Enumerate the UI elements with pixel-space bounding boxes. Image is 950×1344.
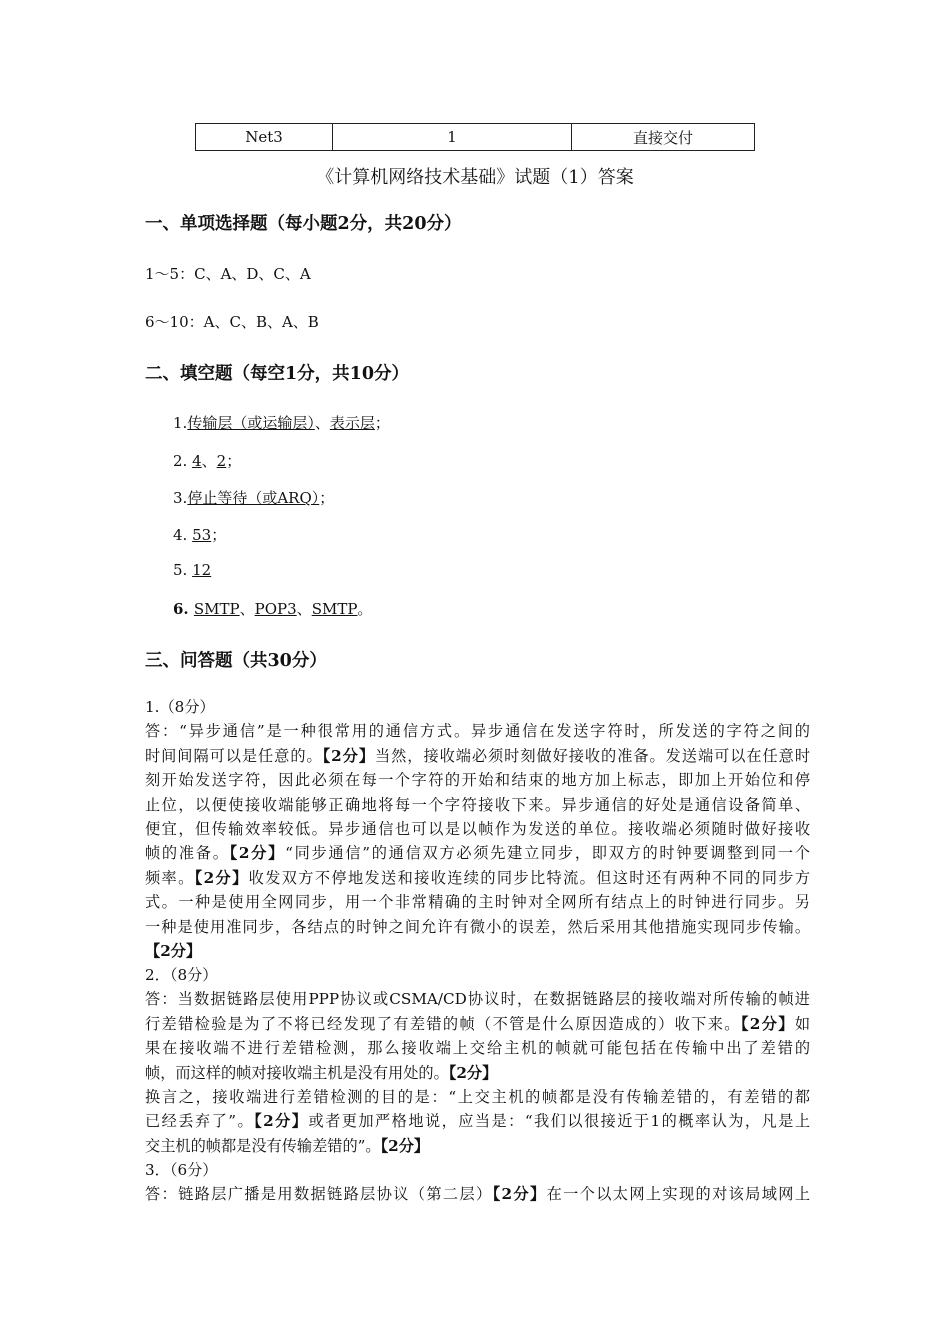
answer-text: 4 [192, 452, 202, 470]
question-label: 2．（8分） [145, 966, 218, 984]
answer-line: 止位，以便使接收端能够正确地将每一个字符接收下来。异步通信的好处是通信设备简单、 [145, 795, 810, 814]
item-number: 4. [173, 526, 193, 544]
answer-line: 行差错检验是为了不将已经发现了有差错的帧（不管是什么原因造成的）收下来。【2分】如 [145, 1014, 810, 1033]
answer-line: 一种是使用准同步，各结点的时钟之间允许有微小的误差，然后采用其他措施实现同步传输。 [145, 917, 810, 936]
item-number: 1. [173, 414, 188, 432]
score-mark: 【2分】 [194, 868, 249, 887]
answer-text: 表示层 [329, 414, 375, 432]
section1-heading: 一、单项选择题（每小题2分，共20分） [145, 214, 462, 234]
question-label: 1.（8分） [145, 698, 215, 716]
answer-text: 传输层（或运输层） [187, 414, 315, 432]
answer-line: 已经丢弃了”。【2分】或者更加严格地说，应当是：“我们以很接近于1的概率认为，凡是上 [145, 1112, 811, 1131]
answer-line: 时间间隔可以是任意的。【2分】当然，接收端必须时刻做好接收的准备。发送端可以在任意时 [145, 746, 811, 765]
score-mark: 【2分】 [229, 844, 286, 863]
answer-line: 果在接收端不进行差错检测，那么接收端上交给主机的帧就可能包括在传输中出了差错的 [145, 1039, 810, 1058]
separator: 、 [296, 600, 312, 618]
separator: 、 [239, 600, 255, 618]
answer-line: 帧的准备。【2分】“同步通信”的通信双方必须先建立同步，即双方的时钟要调整到同一个 [145, 844, 810, 863]
score-mark: 【2分】 [254, 1112, 309, 1131]
answer-text: 2 [216, 452, 227, 470]
answer-line: 答：当数据链路层使用PPP协议或CSMA/CD协议时，在数据链路层的接收端对所传输的帧进 [145, 990, 810, 1009]
fill-answer-4 [173, 524, 226, 545]
choice-answers-6-10: 6～10：A、C、B、A、B [145, 313, 319, 331]
fill-answer-2 [173, 450, 241, 471]
punctuation: ； [319, 489, 335, 507]
question-label: 3．（6分） [145, 1161, 218, 1179]
answer-question-3 [145, 1158, 810, 1207]
score-mark: 【2分】 [448, 1063, 498, 1082]
answer-line: 换言之，接收端进行差错检测的目的是：“上交主机的帧都是没有传输差错的，有差错的都 [145, 1088, 810, 1107]
page-title: 《计算机网络技术基础》试题（1）答案 [316, 167, 634, 188]
answer-text: 停止等待（或ARQ） [187, 489, 320, 507]
score-mark: 【2分】 [145, 942, 202, 961]
answer-question-1 [145, 695, 810, 963]
routing-table-row [195, 123, 755, 151]
answer-line: 刻开始发送字符，因此必须在每一个字符的开始和结束的地方加上标志，即加上开始位和停 [145, 771, 810, 790]
answer-text: SMTP [193, 600, 240, 618]
score-mark: 【2分】 [492, 1185, 547, 1204]
item-number: 3. [173, 489, 188, 507]
punctuation: ； [374, 414, 390, 432]
separator: 、 [201, 452, 217, 470]
answer-line: 式。一种是使用全网同步，用一个非常精确的主时钟对全网所有结点上的时钟进行同步。另 [145, 893, 810, 912]
fill-answer-5 [173, 561, 211, 579]
fill-answer-6 [173, 598, 372, 619]
score-mark: 【2分】 [380, 1136, 430, 1155]
item-number: 6. [173, 600, 194, 618]
answer-line: 答：链路层广播是用数据链路层协议（第二层）【2分】在一个以太网上实现的对该局域网上 [145, 1185, 811, 1204]
answer-question-2 [145, 963, 810, 1158]
answer-line: 交主机的帧都是没有传输差错的”。【2分】 [145, 1136, 430, 1155]
answer-text: POP3 [254, 600, 297, 618]
punctuation: 。 [357, 600, 373, 618]
section3-heading: 三、问答题（共30分） [145, 651, 327, 671]
answer-text: 53 [192, 526, 212, 544]
answer-line: 频率。【2分】收发双方不停地发送和接收连续的同步比特流。但这时还有两种不同的同步方 [145, 868, 811, 887]
fill-answer-1 [173, 412, 390, 433]
answer-line: 答：“异步通信”是一种很常用的通信方式。异步通信在发送字符时，所发送的字符之间的 [145, 722, 810, 741]
punctuation: ； [226, 452, 242, 470]
table-cell-hops: 1 [333, 124, 572, 151]
score-mark: 【2分】 [740, 1014, 795, 1033]
answer-text: 12 [192, 561, 212, 579]
item-number: 5. [173, 561, 193, 579]
item-number: 2. [173, 452, 193, 470]
score-mark: 【2分】 [322, 746, 375, 765]
table-row [196, 124, 755, 151]
fill-answer-3 [173, 487, 334, 508]
answer-line: 便宜，但传输效率较低。异步通信也可以是以帧作为发送的单位。接收端必须随时做好接收 [145, 820, 810, 839]
section2-heading: 二、填空题（每空1分，共10分） [145, 364, 410, 384]
answer-text: SMTP [311, 600, 358, 618]
table-cell-next-hop: 直接交付 [572, 124, 755, 151]
punctuation: ； [211, 526, 227, 544]
answer-line: 帧，而这样的帧对接收端主机是没有用处的。【2分】 [145, 1063, 498, 1082]
choice-answers-1-5: 1～5：C、A、D、C、A [145, 265, 311, 283]
separator: 、 [314, 414, 330, 432]
table-cell-network: Net3 [196, 124, 333, 151]
